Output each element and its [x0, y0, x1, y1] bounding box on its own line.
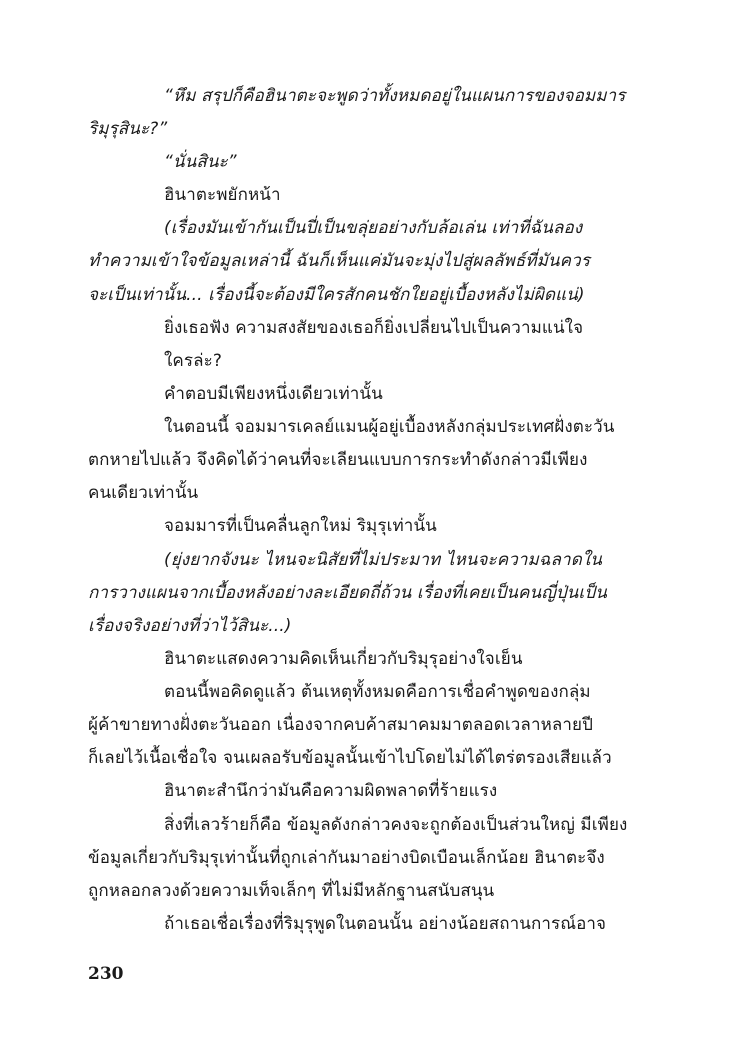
text-line-7: จะเป็นเท่านั้น... เรื่องนี้จะต้องมีใครสักคนชักใยอยู่เบื้องหลังไม่ผิดแน่)	[88, 285, 585, 305]
text-line-13: คนเดียวเท่านั้น	[88, 483, 199, 503]
text-line-5: (เรื่องมันเข้ากันเป็นปี่เป็นขลุ่ยอย่างกับล้อเล่น เท่าที่ฉันลอง	[164, 218, 583, 238]
text-line-1: “หึม สรุปก็คือฮินาตะจะพูดว่าทั้งหมดอยู่ในแผนการของจอมมาร	[164, 86, 626, 106]
text-line-2: ริมุรุสินะ?”	[88, 119, 168, 139]
text-line-10: คำตอบมีเพียงหนึ่งเดียวเท่านั้น	[164, 384, 383, 404]
text-line-16: การวางแผนจากเบื้องหลังอย่างละเอียดถี่ถ้วน เรื่องที่เคยเป็นคนญี่ปุ่นเป็น	[88, 583, 607, 603]
text-line-17: เรื่องจริงอย่างที่ว่าไว้สินะ...)	[88, 616, 292, 636]
text-line-15: (ยุ่งยากจังนะ ไหนจะนิสัยที่ไม่ประมาท ไหนจะความฉลาดใน	[164, 550, 602, 570]
text-line-23: สิ่งที่เลวร้ายก็คือ ข้อมูลดังกล่าวคงจะถูกต้องเป็นส่วนใหญ่ มีเพียง	[164, 815, 628, 835]
text-line-24: ข้อมูลเกี่ยวกับริมุรุเท่านั้นที่ถูกเล่ากันมาอย่างบิดเบือนเล็กน้อย ฮินาตะจึง	[88, 848, 605, 868]
text-line-20: ผู้ค้าขายทางฝั่งตะวันออก เนื่องจากคบค้าสมาคมมาตลอดเวลาหลายปี	[88, 715, 594, 735]
text-line-26: ถ้าเธอเชื่อเรื่องที่ริมุรุพูดในตอนนั้น อย่างน้อยสถานการณ์อาจ	[164, 914, 607, 934]
text-line-6: ทำความเข้าใจข้อมูลเหล่านี้ ฉันก็เห็นแค่มันจะมุ่งไปสู่ผลลัพธ์ที่มันควร	[88, 251, 590, 271]
text-line-3: “นั่นสินะ”	[164, 152, 237, 172]
text-line-11: ในตอนนี้ จอมมารเคลย์แมนผู้อยู่เบื้องหลังกลุ่มประเทศฝั่งตะวัน	[164, 417, 615, 437]
text-line-22: ฮินาตะสำนึกว่ามันคือความผิดพลาดที่ร้ายแรง	[164, 781, 498, 801]
text-line-19: ตอนนี้พอคิดดูแล้ว ต้นเหตุทั้งหมดคือการเชื่อคำพูดของกลุ่ม	[164, 682, 591, 702]
page-number: 230	[88, 964, 124, 984]
text-line-9: ใครล่ะ?	[164, 351, 222, 371]
text-line-21: ก็เลยไว้เนื้อเชื่อใจ จนเผลอรับข้อมูลนั้นเข้าไปโดยไม่ได้ไตร่ตรองเสียแล้ว	[88, 748, 612, 768]
text-line-12: ตกหายไปแล้ว จึงคิดได้ว่าคนที่จะเลียนแบบการกระทำดังกล่าวมีเพียง	[88, 450, 588, 470]
text-line-8: ยิ่งเธอฟัง ความสงสัยของเธอก็ยิ่งเปลี่ยนไปเป็นความแน่ใจ	[164, 318, 584, 338]
text-line-25: ถูกหลอกลวงด้วยความเท็จเล็กๆ ที่ไม่มีหลักฐานสนับสนุน	[88, 881, 495, 901]
text-line-4: ฮินาตะพยักหน้า	[164, 185, 281, 205]
text-line-18: ฮินาตะแสดงความคิดเห็นเกี่ยวกับริมุรุอย่างใจเย็น	[164, 649, 523, 669]
text-line-14: จอมมารที่เป็นคลื่นลูกใหม่ ริมุรุเท่านั้น	[164, 516, 437, 536]
